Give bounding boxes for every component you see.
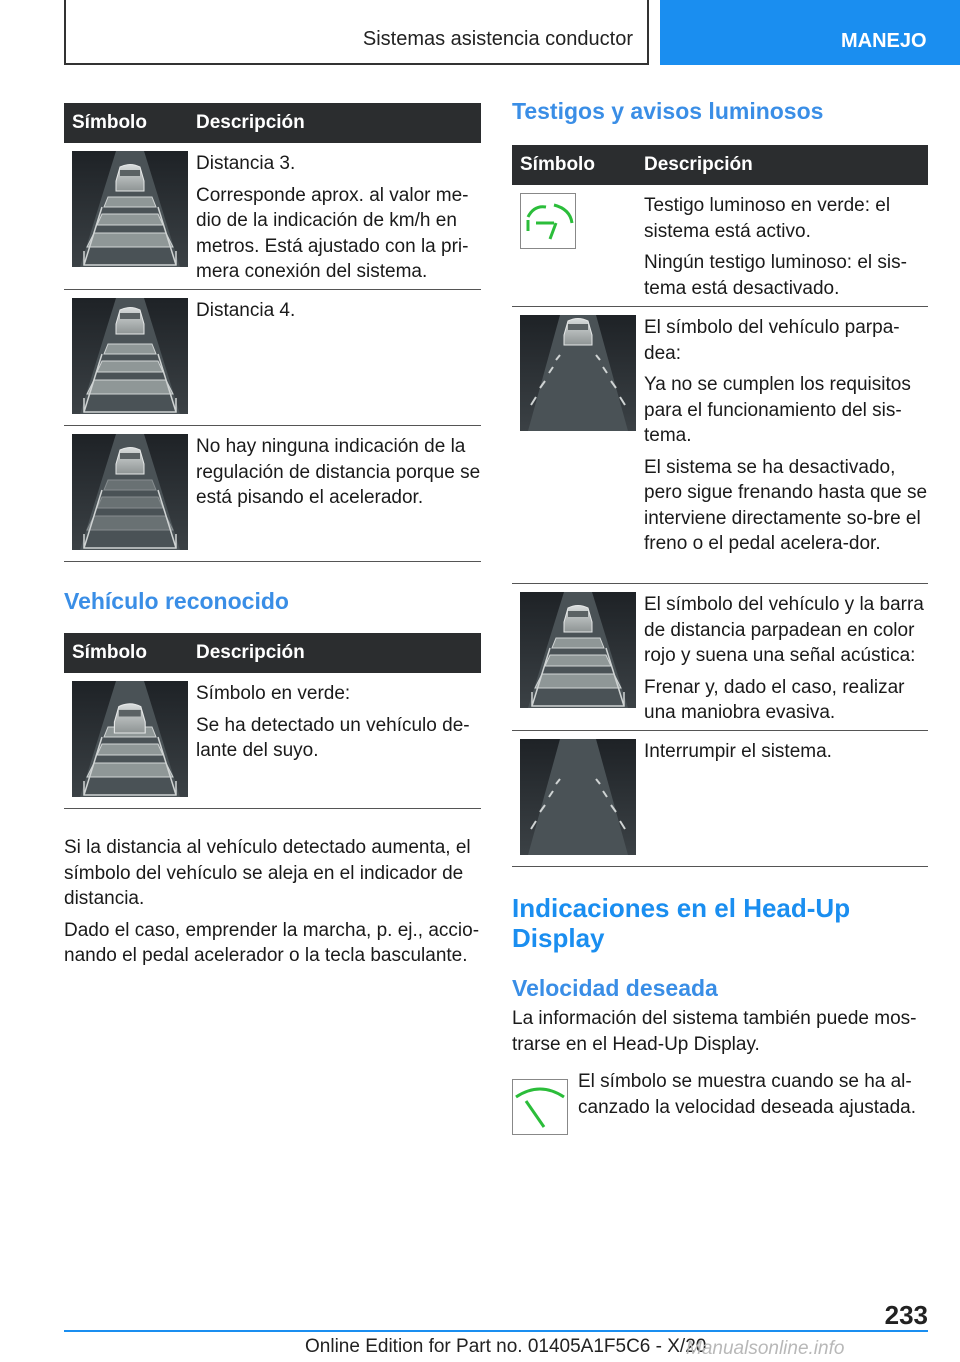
table-header [64,633,481,673]
column-header-symbol: Símbolo [72,112,147,133]
chapter-tab-label: MANEJO [841,30,927,52]
table-row [512,731,928,867]
table-row [64,673,481,809]
description-text: Se ha detectado un vehículo de-lante del suyo. [196,714,470,761]
distance-3-display-icon [72,151,188,267]
body-paragraph: La información del sistema también puede mos-trarse en el Head-Up Display. [512,1008,917,1055]
column-header-description: Descripción [196,642,305,663]
page-number: 233 [884,1300,928,1330]
column-header-symbol: Símbolo [72,642,147,663]
vehicle-detected-display-icon [72,681,188,797]
description-text: Símbolo en verde: [196,683,351,704]
subsection-heading: Velocidad deseada [512,975,718,1001]
header-frame [64,0,649,65]
description-text: El símbolo del vehículo y la barra de distancia parpadean en color rojo y suena una señal acústica: [644,594,924,666]
body-paragraph: El símbolo se muestra cuando se ha al-canzado la velocidad deseada ajustada. [578,1071,917,1118]
table-header [64,103,481,143]
table-row [512,584,928,731]
vehicle-flashing-display-icon [520,315,636,431]
hud-symbol-row [512,1069,928,1135]
body-paragraph: Dado el caso, emprender la marcha, p. ej., accio-nando el pedal acelerador o la tecla basculante. [64,919,480,966]
section-heading: Testigos y avisos luminosos [512,98,824,124]
footer-divider [64,1330,928,1332]
distance-4-display-icon [72,298,188,414]
no-distance-indication-icon [72,434,188,550]
column-header-description: Descripción [644,154,753,175]
desired-speed-icon [512,1079,568,1135]
description-text: Ya no se cumplen los requisitos para el funcionamiento del sis-tema. [644,374,911,446]
description-text: Distancia 3. [196,153,296,174]
table-row [512,185,928,307]
table-row [64,143,481,290]
column-header-description: Descripción [196,112,305,133]
description-text: Interrumpir el sistema. [644,741,832,762]
watermark: Manualsonline.info [686,1338,845,1359]
section-heading: Vehículo reconocido [64,588,289,614]
body-paragraph: Si la distancia al vehículo detectado aumenta, el símbolo del vehículo se aleja en el indicador de distancia. [64,837,471,909]
description-text: Testigo luminoso en verde: el sistema está activo. [644,195,891,242]
description-text: Corresponde aprox. al valor me-dio de la indicación de km/h en metros. Está ajustado con la pri-mera conexión del sistema. [196,184,469,282]
description-text: Frenar y, dado el caso, realizar una maniobra evasiva. [644,676,905,723]
collision-warning-display-icon [520,592,636,708]
system-interrupted-display-icon [520,739,636,855]
description-text: El símbolo del vehículo parpa-dea: [644,317,900,364]
description-text: Distancia 4. [196,300,296,321]
table-row [64,426,481,562]
green-indicator-icon [520,193,576,249]
header-section-title: Sistemas asistencia conductor [362,28,633,50]
table-row [512,307,928,584]
edition-text: Online Edition for Part no. 01405A1F5C6 - X/20 [305,1336,707,1357]
description-text: No hay ninguna indicación de la regulación de distancia porque se está pisando el acelerador. [196,436,481,508]
table-row [64,290,481,426]
description-text: Ningún testigo luminoso: el sis-tema está desactivado. [644,252,907,299]
description-text: El sistema se ha desactivado, pero sigue frenando hasta que se interviene directamente so-bre el freno o el pedal acelera-dor. [644,456,928,554]
column-header-symbol: Símbolo [520,154,595,175]
section-heading: Indicaciones en el Head-Up Display [512,893,851,953]
table-header [512,145,928,185]
right-column [512,98,928,1135]
left-column [64,103,481,975]
